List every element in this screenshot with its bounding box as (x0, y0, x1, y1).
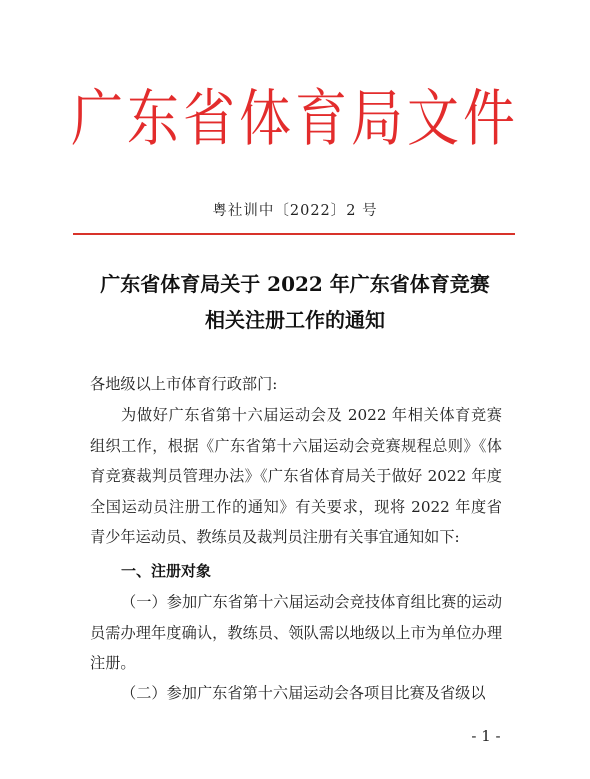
page-number: - 1 - (471, 727, 501, 745)
document-number: 粤社训中〔2022〕2 号 (212, 203, 378, 219)
red-divider-line (73, 233, 515, 235)
red-masthead-title: 广东省体育局文件 (70, 83, 519, 155)
paragraph-item-1: （一）参加广东省第十六届运动会竞技体育组比赛的运动员需办理年度确认，教练员、领队需以地级以上市为单位办理注册。 (90, 593, 502, 672)
notice-title-line-1: 广东省体育局关于 2022 年广东省体育竞赛 (100, 272, 490, 296)
paragraph-item-2: （二）参加广东省第十六届运动会各项目比赛及省级以 (121, 684, 486, 702)
paragraph-intro: 为做好广东省第十六届运动会及 2022 年相关体育竞赛组织工作，根据《广东省第十六届运动会竞赛规程总则》《体育竞赛裁判员管理办法》《广东省体育局关于做好 2022 年度全国运动员注册工作的通知》有关要求，现将 2022 年度省青少年运动员、教练员及裁判员注册有关事宜通知如下: (90, 406, 502, 546)
notice-title (0, 266, 590, 338)
notice-title-line-2: 相关注册工作的通知 (205, 308, 385, 332)
salutation: 各地级以上市体育行政部门: (90, 375, 278, 393)
section-heading-registration-targets: 一、注册对象 (121, 562, 212, 580)
